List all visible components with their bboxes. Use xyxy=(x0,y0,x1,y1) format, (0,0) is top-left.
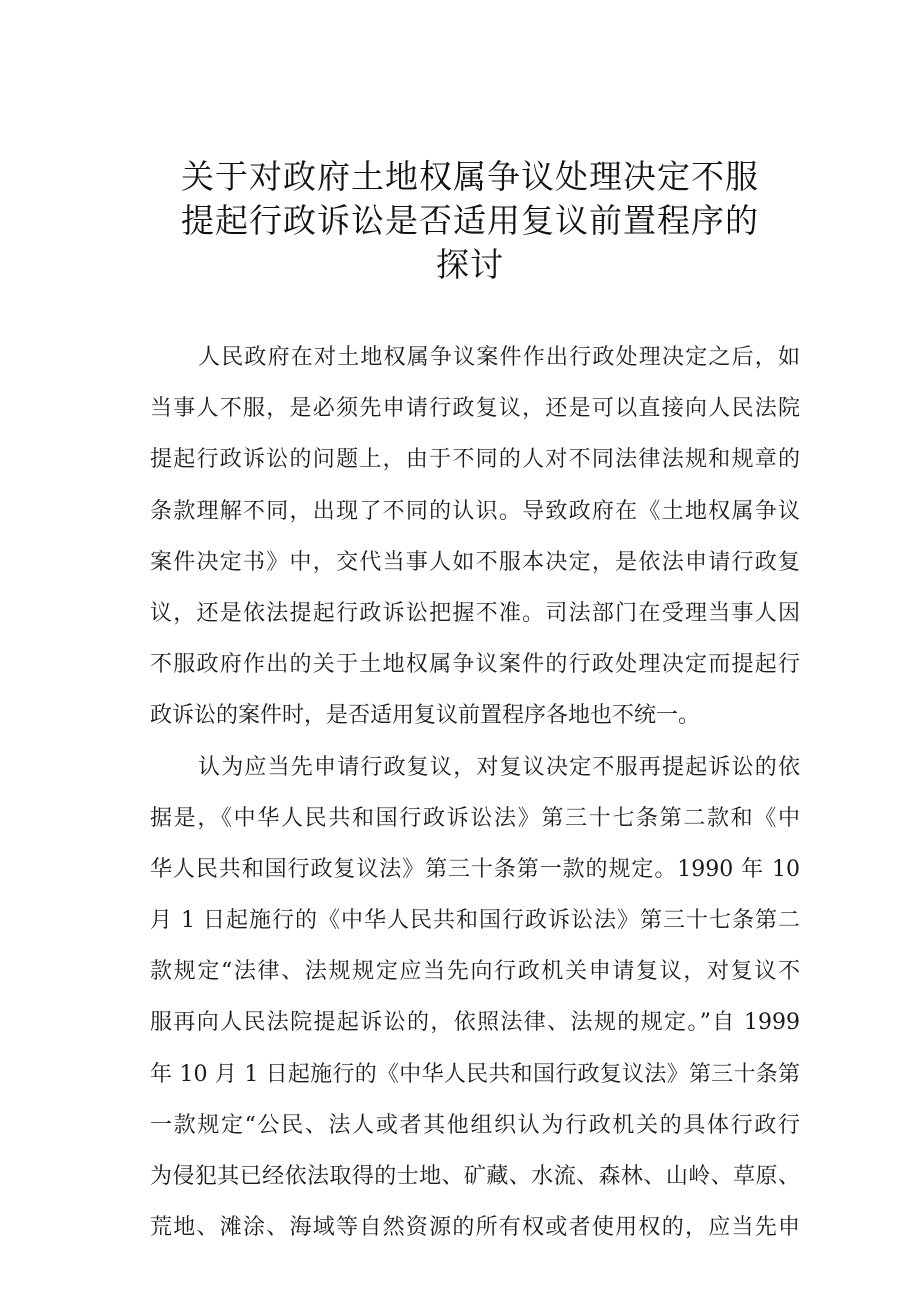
body-line: 一款规定“公民、法人或者其他组织认为行政机关的具体行政行 xyxy=(150,1112,800,1138)
body-line: 据是，《中华人民共和国行政诉讼法》第三十七条第二款和《中 xyxy=(150,805,800,831)
body-line: 人民政府在对土地权属争议案件作出行政处理决定之后，如 xyxy=(198,345,800,370)
body-line: 提起行政诉讼的问题上，由于不同的人对不同法律法规和规章的 xyxy=(150,447,800,473)
body-line: 款规定“法律、法规规定应当先向行政机关申请复议，对复议不 xyxy=(150,959,800,985)
body-line: 当事人不服，是必须先申请行政复议，还是可以直接向人民法院 xyxy=(150,396,800,422)
document-title xyxy=(150,155,790,287)
body-line: 条款理解不同，出现了不同的认识。导致政府在《土地权属争议 xyxy=(150,498,800,524)
document-body xyxy=(150,332,800,1253)
body-line: 不服政府作出的关于土地权属争议案件的行政处理决定而提起行 xyxy=(150,652,800,678)
body-line: 荒地、滩涂、海域等自然资源的所有权或者使用权的，应当先申 xyxy=(150,1215,800,1241)
body-line: 为侵犯其已经依法取得的士地、矿藏、水流、森林、山岭、草原、 xyxy=(150,1164,800,1189)
body-line: 案件决定书》中，交代当事人如不服本决定，是依法申请行政复 xyxy=(150,549,800,575)
title-line-1: 关于对政府土地权属争议处理决定不服 xyxy=(181,157,759,196)
title-line-3: 探讨 xyxy=(436,245,504,284)
body-line: 议，还是依法提起行政诉讼把握不准。司法部门在受理当事人因 xyxy=(150,600,800,626)
body-line: 年 10 月 1 日起施行的《中华人民共和国行政复议法》第三十条第 xyxy=(150,1061,800,1087)
body-line: 月 1 日起施行的《中华人民共和国行政诉讼法》第三十七条第二 xyxy=(150,908,800,934)
title-line-2: 提起行政诉讼是否适用复议前置程序的 xyxy=(181,201,759,240)
body-line: 服再向人民法院提起诉讼的，依照法律、法规的规定。”自 1999 xyxy=(150,1010,800,1036)
body-line: 政诉讼的案件时，是否适用复议前置程序各地也不统一。 xyxy=(150,703,701,729)
body-line: 华人民共和国行政复议法》第三十条第一款的规定。1990 年 10 xyxy=(150,856,800,882)
body-line: 认为应当先申请行政复议，对复议决定不服再提起诉讼的依 xyxy=(198,754,800,780)
